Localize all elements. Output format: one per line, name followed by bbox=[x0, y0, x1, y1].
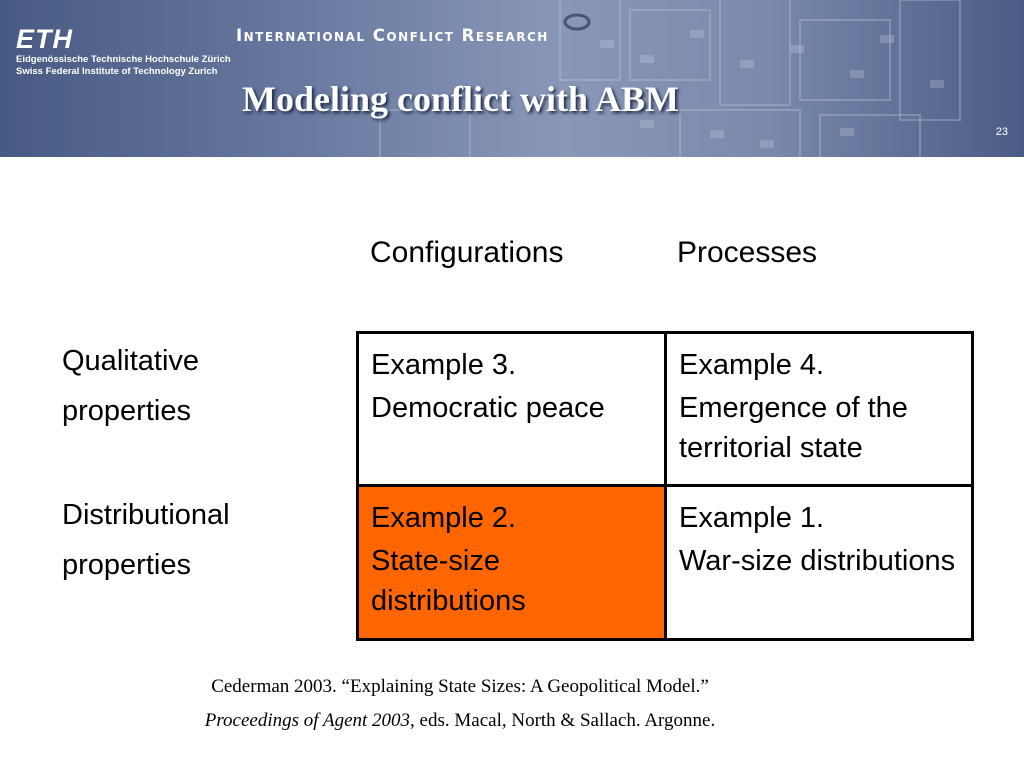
row-label-qualitative bbox=[62, 336, 199, 436]
row-label-distributional bbox=[62, 490, 230, 590]
row-label-line: Distributional bbox=[62, 499, 230, 531]
column-header-configurations: Configurations bbox=[370, 236, 564, 269]
institution-line-2: Swiss Federal Institute of Technology Zurich bbox=[16, 66, 218, 77]
cell-text: State-size distributions bbox=[371, 545, 526, 617]
citation-proceedings: Proceedings of Agent 2003 bbox=[204, 710, 411, 731]
program-name: International Conflict Research bbox=[236, 26, 549, 45]
cell-distributional-processes bbox=[667, 487, 971, 638]
eth-logo: ETH bbox=[16, 24, 73, 54]
row-label-line: properties bbox=[62, 395, 191, 427]
cell-qualitative-configurations bbox=[359, 334, 667, 487]
matrix-table bbox=[356, 331, 974, 641]
cell-text: Emergence of the territorial state bbox=[679, 392, 908, 464]
header-banner bbox=[0, 0, 1024, 157]
column-header-processes: Processes bbox=[677, 236, 818, 269]
slide-number: 23 bbox=[995, 126, 1008, 138]
cell-text: Democratic peace bbox=[371, 392, 605, 424]
citation-line-1: Cederman 2003. “Explaining State Sizes: A Geopolitical Model.” bbox=[211, 676, 709, 697]
cell-heading: Example 3. bbox=[371, 349, 517, 381]
row-label-line: properties bbox=[62, 549, 191, 581]
citation-line-2 bbox=[0, 710, 920, 732]
slide-title: Modeling conflict with ABM bbox=[242, 79, 679, 119]
cell-qualitative-processes bbox=[667, 334, 971, 487]
row-label-line: Qualitative bbox=[62, 345, 200, 377]
cell-heading: Example 4. bbox=[679, 349, 825, 381]
cell-heading: Example 1. bbox=[679, 502, 825, 534]
citation-details: , eds. Macal, North & Sallach. Argonne. bbox=[410, 710, 716, 731]
institution-line-1: Eidgenössische Technische Hochschule Zürich bbox=[16, 54, 231, 65]
cell-distributional-configurations bbox=[359, 487, 667, 638]
cell-heading: Example 2. bbox=[371, 502, 517, 534]
cell-text: War-size distributions bbox=[679, 545, 956, 577]
